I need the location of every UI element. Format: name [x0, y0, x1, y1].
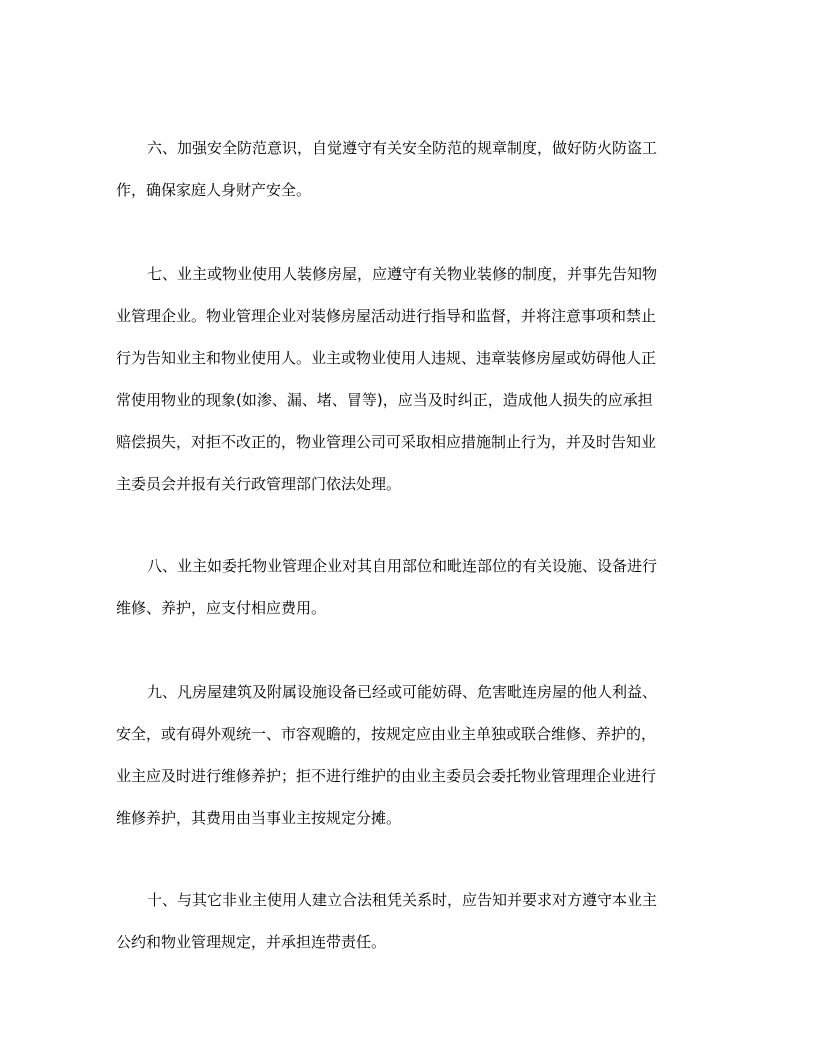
paragraph-6-line-2: 作，确保家庭人身财产安全。	[116, 181, 312, 199]
paragraph-7-line-3: 行为告知业主和物业使用人。业主或物业使用人违规、违章装修房屋或妨碍他人正	[116, 349, 657, 367]
paragraph-8-line-1: 八、业主如委托物业管理企业对其自用部位和毗连部位的有关设施、设备进行	[147, 557, 658, 575]
paragraph-9-line-4: 维修养护，其费用由当事业主按规定分摊。	[116, 809, 402, 827]
paragraph-9-line-1: 九、凡房屋建筑及附属设施设备已经或可能妨碍、危害毗连房屋的他人利益、	[147, 683, 658, 701]
paragraph-7-line-5: 赔偿损失，对拒不改正的，物业管理公司可采取相应措施制止行为，并及时告知业	[116, 433, 657, 451]
paragraph-7-line-1: 七、业主或物业使用人装修房屋，应遵守有关物业装修的制度，并事先告知物	[147, 265, 658, 283]
paragraph-6-line-1: 六、加强安全防范意识，自觉遵守有关安全防范的规章制度，做好防火防盗工	[147, 139, 658, 157]
paragraph-9-line-3: 业主应及时进行维修养护；拒不进行维护的由业主委员会委托物业管理理企业进行	[116, 767, 657, 785]
paragraph-7-line-6: 主委员会并报有关行政管理部门依法处理。	[116, 475, 402, 493]
paragraph-9-line-2: 安全，或有碍外观统一、市容观瞻的，按规定应由业主单独或联合维修、养护的，	[116, 725, 657, 743]
paragraph-10-line-1: 十、与其它非业主使用人建立合法租凭关系时，应告知并要求对方遵守本业主	[147, 891, 658, 909]
paragraph-7-line-2: 业管理企业。物业管理企业对装修房屋活动进行指导和监督，并将注意事项和禁止	[116, 307, 657, 325]
paragraph-10-line-2: 公约和物业管理规定，并承担连带责任。	[116, 933, 387, 951]
paragraph-8-line-2: 维修、养护，应支付相应费用。	[116, 599, 327, 617]
paragraph-7-line-4: 常使用物业的现象(如渗、漏、堵、冒等)，应当及时纠正，造成他人损失的应承担	[116, 391, 653, 409]
